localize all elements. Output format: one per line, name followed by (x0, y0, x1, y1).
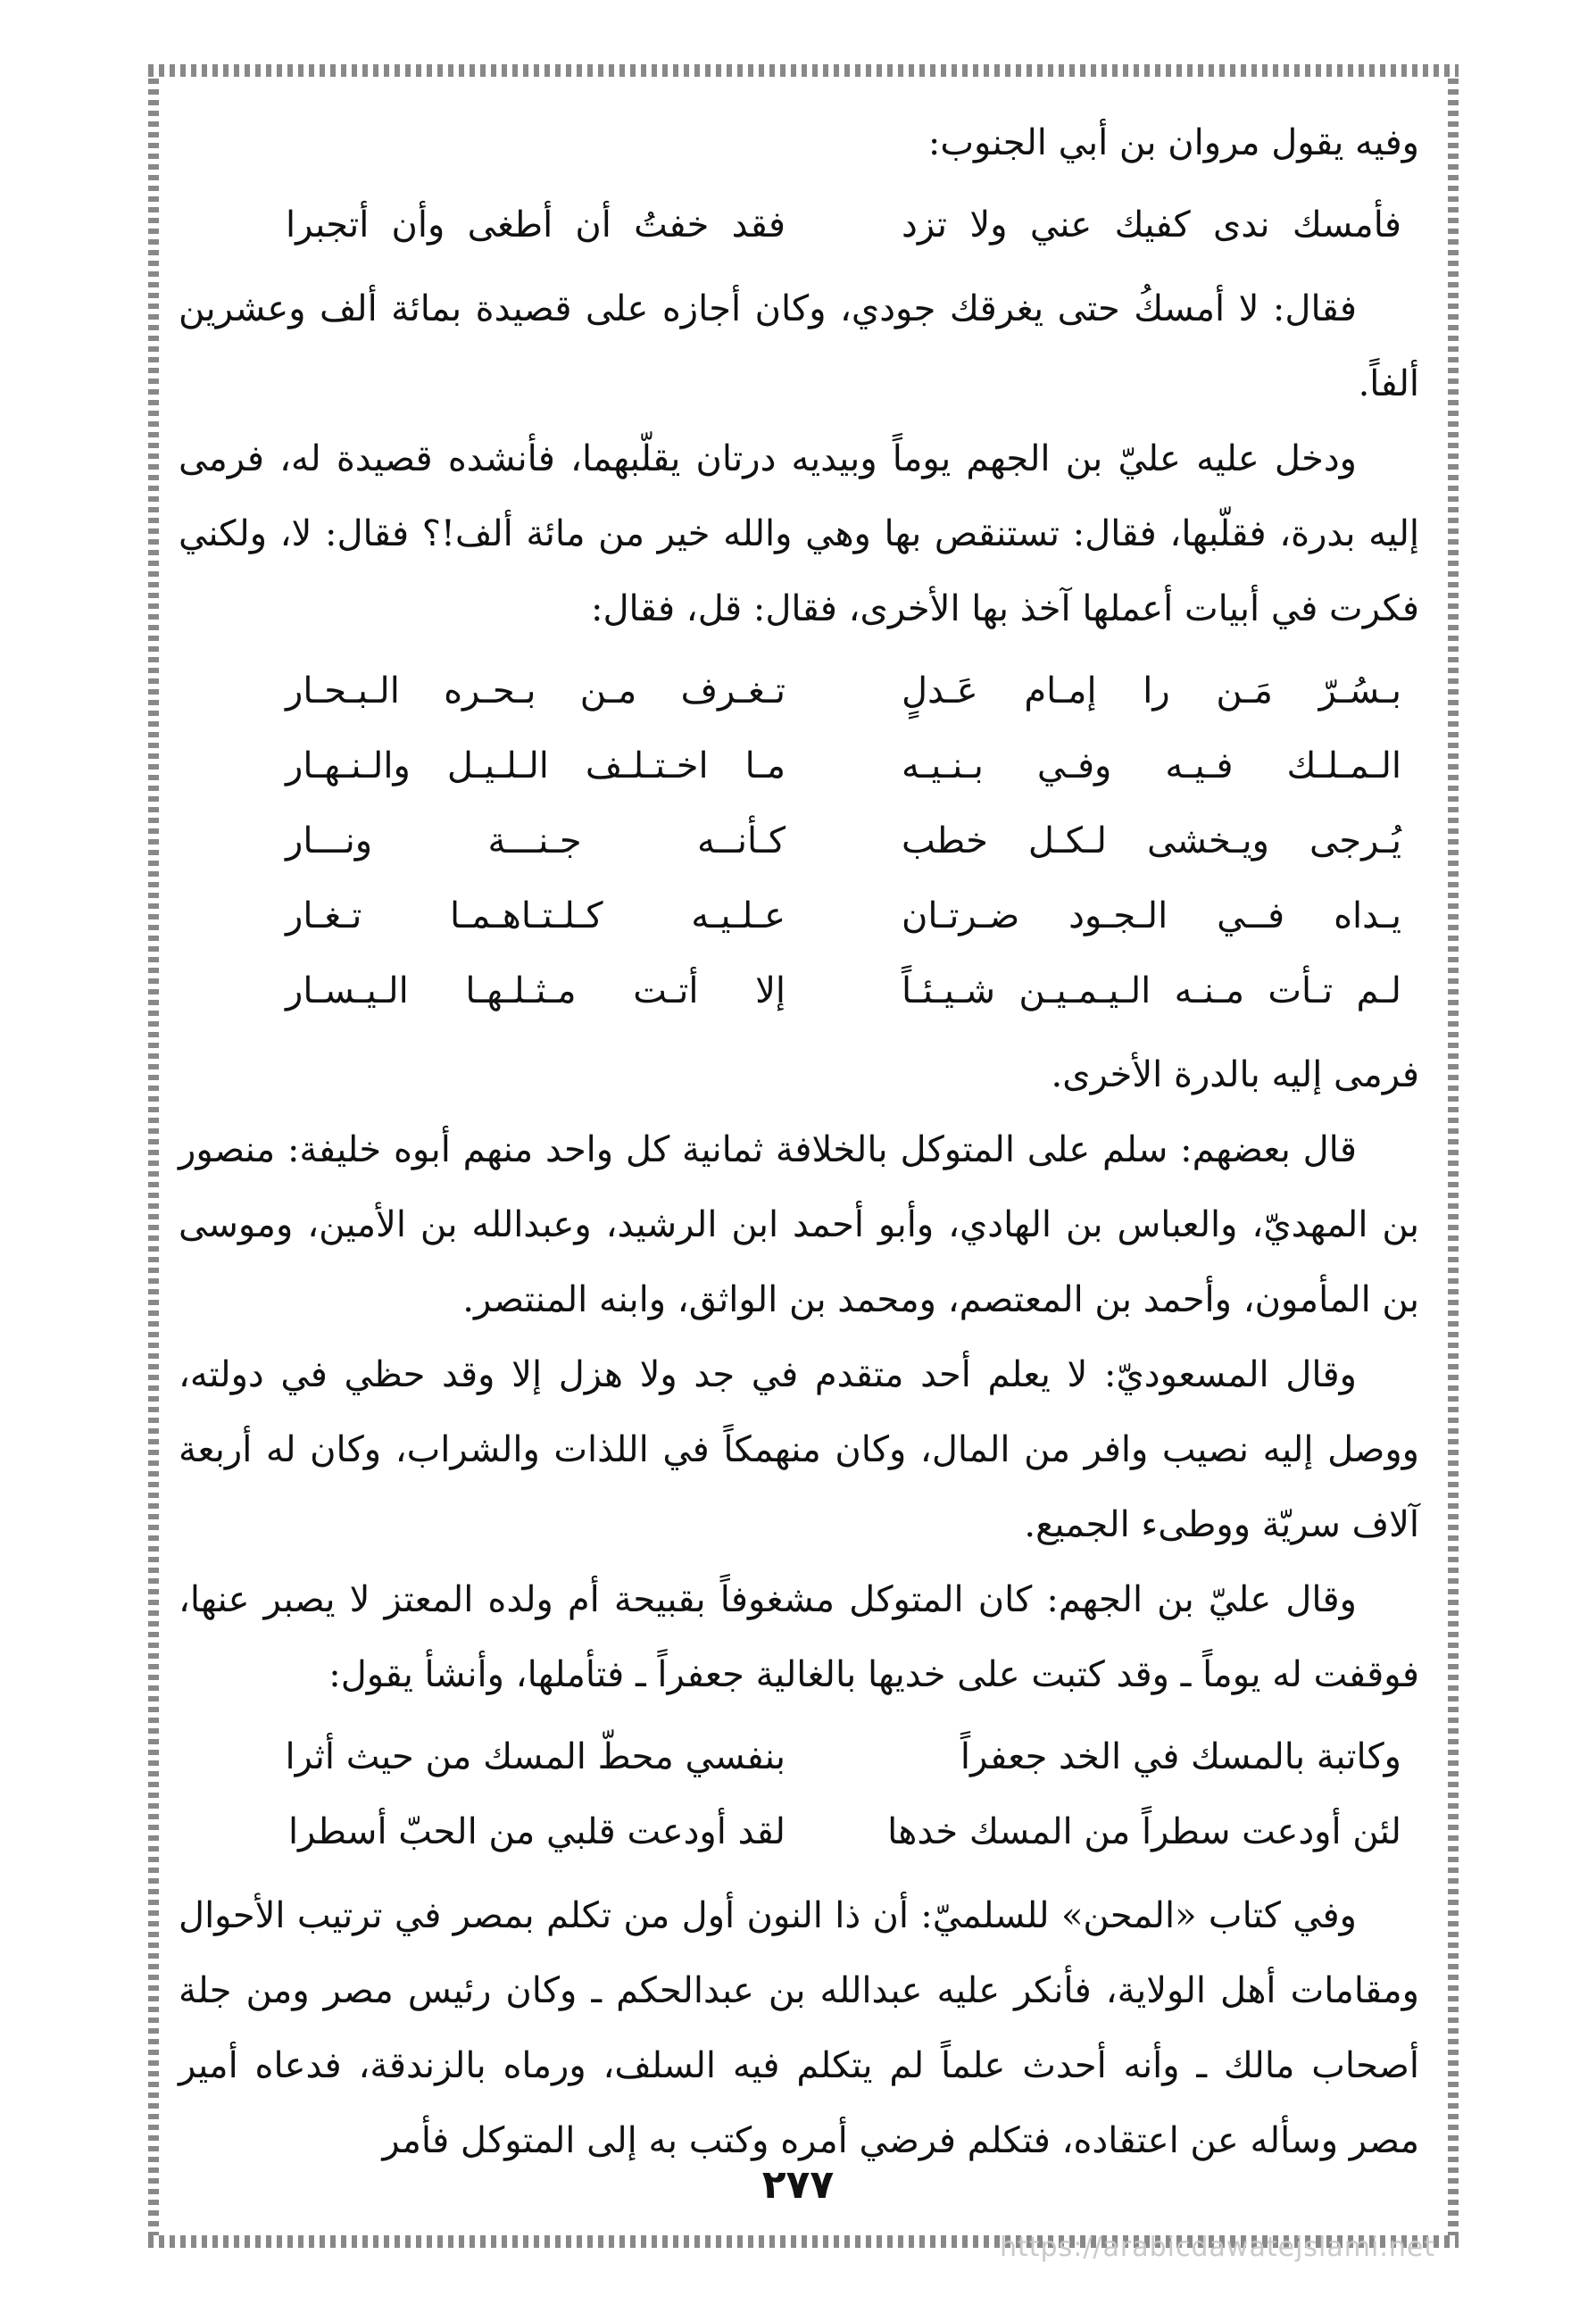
body-text (179, 105, 1419, 2178)
verse-second-hemistich: عـلـيـه كـلـتـاهـمـا تـغـار (286, 895, 786, 936)
paragraph: وفي كتاب «المحن» للسلميّ: أن ذا النون أول من تكلم بمصر في ترتيب الأحوال ومقامات أهل الولاية، فأنكر عليه عبدالله بن عبدالحكم ـ وكان رئيس مصر ومن جلة أصحاب مالك ـ وأنه أحدث علماً لم يتكلم فيه السلف، ورماه بالزندقة، فدعاه أمير مصر وسأله عن اعتقاده، فتكلم فرضي أمره وكتب به إلى المتوكل فأمر (179, 1895, 1419, 2161)
paragraph: وقال عليّ بن الجهم: كان المتوكل مشغوفاً بقبيحة أم ولده المعتز لا يصبر عنها، فوقفت له يوماً ـ وقد كتبت على خديها بالغالية جعفراً ـ فتأملها، وأنشأ يقول: (179, 1579, 1419, 1695)
poem-block (179, 1719, 1419, 1869)
poem-block (179, 187, 1419, 262)
verse-first-hemistich: فأمسك ندى كفيك عني ولا تزد (902, 204, 1401, 245)
poem-block (179, 653, 1419, 1028)
verse-first-hemistich: يـداه فــي الـجـود ضـرتـان (902, 895, 1401, 936)
verse-second-hemistich: بنفسي محطّ المسك من حيث أثرا (285, 1736, 786, 1777)
verse-second-hemistich: كـأنــه جـنـــة ونـــار (286, 820, 786, 861)
verse-line (179, 187, 1419, 262)
verse-line (179, 878, 1419, 953)
verse-line (179, 1719, 1419, 1794)
paragraph: قال بعضهم: سلم على المتوكل بالخلافة ثمانية كل واحد منهم أبوه خليفة: منصور بن المهديّ، والعباس بن الهادي، وأبو أحمد ابن الرشيد، وعبدالله بن الأمين، وموسى بن المأمون، وأحمد بن المعتصم، ومحمد بن الواثق، وابنه المنتصر. (179, 1129, 1419, 1320)
verse-first-hemistich: يُـرجى ويـخشى لـكـل خطب (902, 820, 1401, 861)
verse-first-hemistich: لئن أودعت سطراً من المسك خدها (887, 1811, 1401, 1852)
verse-second-hemistich: فقد خفتُ أن أطغى وأن أتجبرا (286, 204, 786, 245)
verse-second-hemistich: إلا أتـت مـثـلـهـا الـيـسـار (286, 970, 786, 1011)
paragraph: فرمى إليه بالدرة الأخرى. (1051, 1054, 1419, 1095)
paragraph: ودخل عليه عليّ بن الجهم يوماً وبيديه درتان يقلّبهما، فأنشده قصيدة له، فرمى إليه بدرة، فقلّبها، فقال: تستنقص بها وهي والله خير من مائة ألف!؟ فقال: لا، ولكني فكرت في أبيات أعملها آخذ بها الأخرى، فقال: قل، فقال: (179, 438, 1419, 629)
verse-line (179, 803, 1419, 878)
paragraph: فقال: لا أمسكُ حتى يغرقك جودي، وكان أجازه على قصيدة بمائة ألف وعشرين ألفاً. (179, 288, 1419, 404)
page-number: ٢٧٧ (761, 2162, 835, 2208)
verse-first-hemistich: وكاتبة بالمسك في الخد جعفراً (960, 1736, 1401, 1777)
verse-line (179, 653, 1419, 728)
verse-second-hemistich: لقد أودعت قلبي من الحبّ أسطرا (287, 1811, 786, 1852)
verse-second-hemistich: مـا اخـتـلـف الـلـيـل والـنـهـار (286, 745, 786, 786)
verse-line (179, 728, 1419, 803)
watermark-url: https://arabicdawatejslami.net (1000, 2232, 1436, 2263)
verse-line (179, 1794, 1419, 1869)
paragraph: وقال المسعوديّ: لا يعلم أحد متقدم في جد ولا هزل إلا وقد حظي في دولته، ووصل إليه نصيب وافر من المال، وكان منهمكاً في اللذات والشراب، وكان له أربعة آلاف سريّة ووطىء الجميع. (179, 1354, 1419, 1545)
verse-second-hemistich: تـغـرف مـن بـحـره الـبـحـار (286, 670, 786, 711)
verse-first-hemistich: الـمـلـك فـيـه وفـي بـنـيـه (902, 745, 1401, 786)
verse-first-hemistich: لـم تـأت مـنـه الـيـمـيـن شـيـئـاً (902, 970, 1401, 1011)
verse-first-hemistich: بـسُـرّ مَـن را إمـام عَـدلٍ (902, 670, 1401, 711)
paragraph: وفيه يقول مروان بن أبي الجنوب: (927, 122, 1419, 163)
verse-line (179, 953, 1419, 1028)
